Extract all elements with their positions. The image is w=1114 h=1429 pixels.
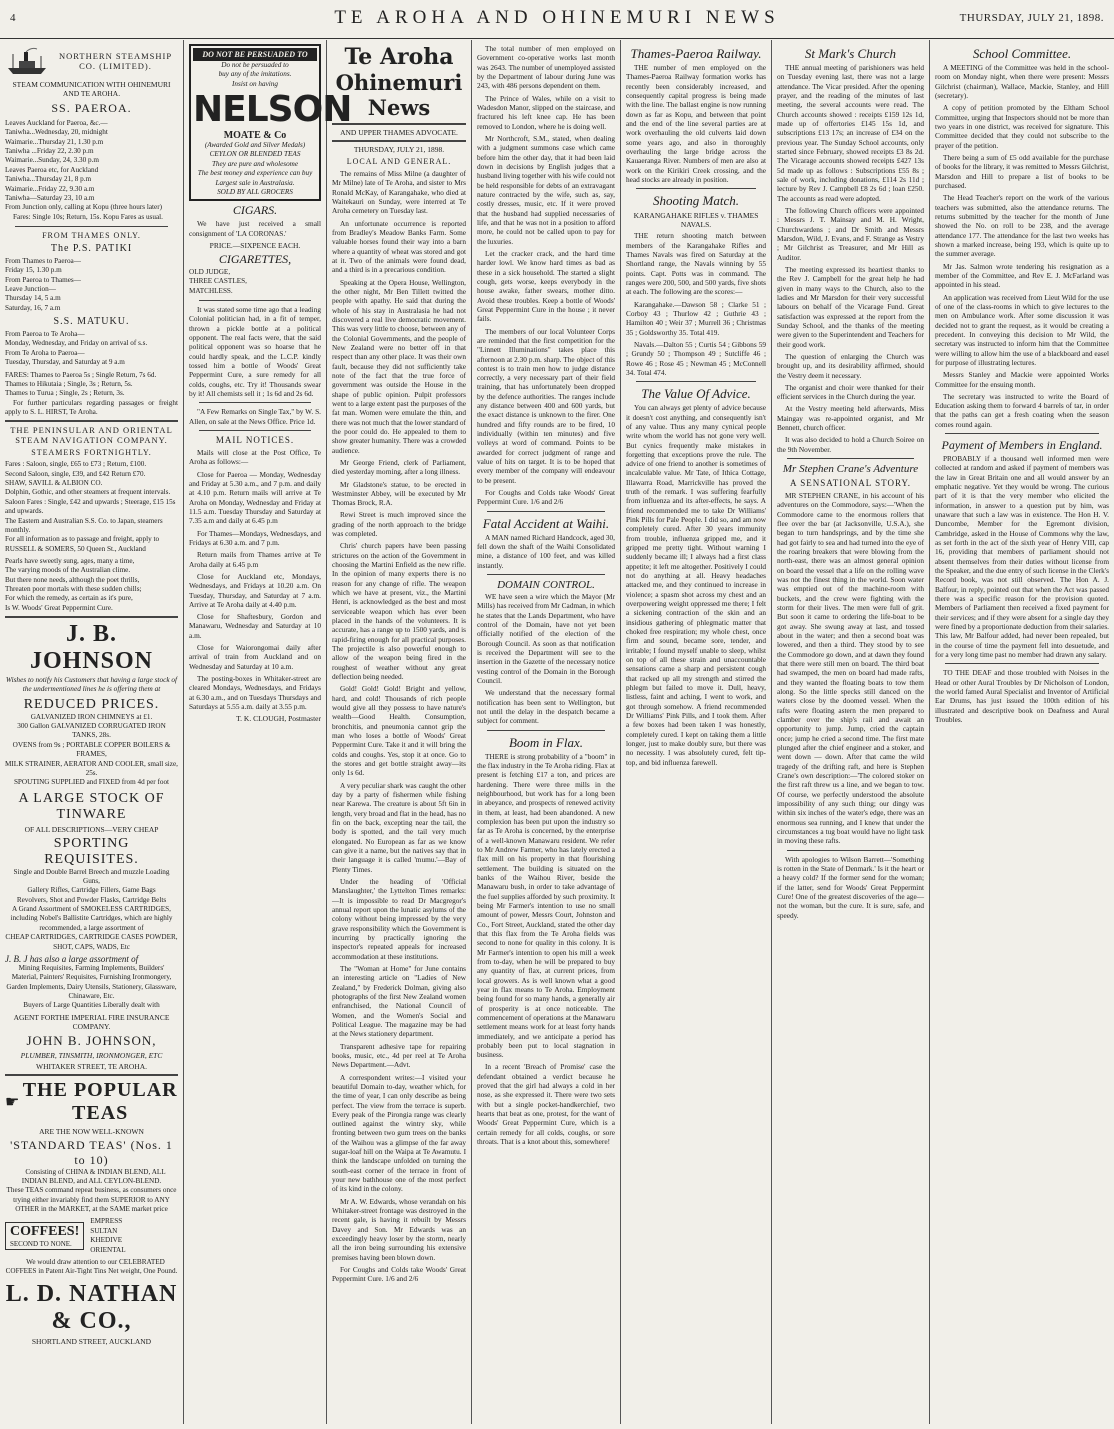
schedule-line: Waimarie...Thursday 21, 1.30 p.m [5,137,104,146]
nelson-top: DO NOT BE PERSUADED TO [193,48,317,61]
crane-text: MR STEPHEN CRANE, in his account of his adventures on the Commodore, says:—'When the Commodore came to the enormous rollers that flee over the bar (at Jacksonville, U.S.A.), she began to turn handsprings, and by the time she had got fairly to sea and had turned into the eye of the roaring breakers that were blowing from the north-east, there was an almost general opinion on board the vessel that a life on the rolling wave was not the finest thing in the world. Soon water was emptied out of the machine-room with buckets, and the crew were fighting with the storm for their lives. The men were full of grit. But soon it came to ordering the life-boat to be got away. She swung away at last, and tossed about in the water; and then a second boat was lowered, and then a third. They stood by to see the Commodore go down, and at dawn they found that there were still men on board. The third boat had swamped, the men on board had made rafts, and they wanted the floating boats to tow them along. So the little specks still danced on the waters close by the doomed vessel. When the rafts were floating astern the men prepared to clamber over the ship's rail and await an opportunity to jump. Jump, cried the captain once; jump he cried a second time. The first mate plunged after the chief engineer and a stoker, and went down — down. After that came the wild tragedy of the drifting raft, and here is Stephen Crane's own description:—'The colored stoker on the first raft threw us a line, and we began to tow. Of course, we perfectly understood the absolute impossibility of any such thing; our dingy was within six inches of the water's edge, there was an enormous sea running, and I knew that under the circumstances a tug boat would have no light task in moving these rafts. [777,491,924,846]
st-marks-heading: St Mark's Church [804,46,897,61]
also-list [5,964,178,1011]
po-heading: THE PENINSULAR AND ORIENTAL STEAM NAVIGATION COMPANY. [10,425,173,446]
crane-sub: A SENSATIONAL STORY. [789,478,912,489]
tinware-sub: OF ALL DESCRIPTIONS—VERY CHEAP [24,824,159,834]
schedule-line: Taniwha—Saturday 23, 10 a.m [5,193,95,202]
col6-footer: With apologies to Wilson Barrett—'Something is rotten in the State of Denmark.' Is it the heart or a heavy cold? If the former send for the woman; if the latter, send for Woods' Great Peppermint Cure! One of the greatest discoveries of the age—not the woman, but the cure. It is sure, safe, and speedy. [777,854,924,920]
shooting-text [626,231,766,377]
postmaster: T. K. CLOUGH, Postmaster [236,714,321,724]
nathan-name: L. D. NATHAN & CO., [5,1280,178,1334]
st-marks-paragraph: The meeting expressed its heartiest thanks to the Rev J. Campbell for the great help he had given in many ways to the Church, also to the ladies and Mr Marsdon for their very successful labours on behalf of the Vicarage Fund. Great satisfaction was expressed at the report from the Sunday School, and the thanks of the meeting were given to the Superintendent and Teachers for their good work. [777,264,924,349]
nelson-claim: CEYLON OR BLENDED TEAS [209,150,301,159]
nss-subtitle: STEAM COMMUNICATION WITH OHINEMURI AND TE AROHA. [12,80,171,98]
tea-consisting: Consisting of CHINA & INDIAN BLEND, ALL INDIAN BLEND, and ALL CEYLON-BLEND. [21,1167,166,1186]
mail-line: Close for Paeroa — Monday, Wednesday and Friday at 5.30 a.m., and 7 p.m. and daily at 4.10 p.m. Return mails will arrive at Te Aroha on Monday, Wednesday and Friday at 11.5 a.m. Tuesday Thursday and Saturday at 7.35 a.m and daily at 6.45 p.m [189,469,321,526]
sporting-line: CHEAP CARTRIDGES, CARTRIDGE CASES POWDER, SHOT, CAPS, WADS, Etc [5,933,178,951]
mail-line: For Thames—Mondays, Wednesdays, and Fridays at 6.30 a.m. and 7 p.m. [189,528,321,547]
also-line: Buyers of Large Quantities Liberally dealt with [23,1001,160,1010]
school-heading: School Committee. [972,46,1072,61]
school-text [935,63,1109,429]
galvanized-line: SPOUTING SUPPLIED and FIXED from 4d per foot [13,778,170,787]
school-paragraph: An application was received from Lieut Wild for the use of one of the class-rooms in which to give lectures to the men on Ambulance work. After some discussion it was decided not to grant the request, as it would be creating a precedent. In conveying this decision to Mr Wild, the secretary was instructed to inform him that the Committee were willing to allow him the use of a blackboard and easel for purpose of illustrating lectures. [935,292,1109,367]
steamship-icon [5,44,49,78]
poem-line: Threaten poor mortals with these sudden chills; [5,585,142,594]
johnson-street: WHITAKER STREET, TE AROHA. [36,1061,147,1071]
nelson-tea-ad [189,44,352,201]
col7-footer: TO THE DEAF and those troubled with Noises in the Head or other Aural Troubles by Dr Nicholson of London, the world famed Aural Specialist and Inventor of Artificial Ear Drums, has just issued the 100th edition of his illustrated and descriptive book on Deafness and Aural Troubles. [935,668,1109,724]
sporting-line: A Grand Assortment of SMOKELESS CARTRIDGES, including Nobel's Ballistite Cartridges, which are highly recommended, a large assortment of [10,905,173,932]
column-3 [327,40,471,1424]
news-paragraph: An unfortunate occurrence is reported from Bradley's Meadow Banks Farm. Some valuable horses found their way into a barn where a quantity of wheat was stored and got at it. Two of the animals were found dead, and a third is in a precarious condition. [332,218,466,275]
shooting-paragraph: THE return shooting match between members of the Karangahake Rifles and Thames Navals was fired on Saturday at the Shortland range, the Navals winning by 55 points. Capt. Potts was in command. The ranges were 200, 500, and 500 yards, five shots at each. The following are the scores:— [626,231,766,297]
domain-paragraph: We understand that the necessary formal notification has been sent to Wellington, but not until the delay in the despatch became a subject for comment. [477,688,615,726]
schedule-line: From Paeroa to Thames— [5,275,81,284]
galvanized-line: MILK STRAINER, AERATOR AND COOLER, small size, 25s. [5,759,178,777]
st-marks-text [777,63,924,454]
masthead [0,0,1114,39]
paeroa-fares: Fares: Single 10s; Return, 15s. Kopu Fares as usual. [13,212,163,221]
coffees-ad [5,1217,178,1254]
shooting-sub: KARANGAHAKE RIFLES v. THAMES NAVALS. [633,211,759,230]
paeroa-schedule [5,119,178,213]
peppermint-notice: It was stated some time ago that a leading Colonial politician had, in a fit of temper, thrown a pickle bottle at a political opponent. The real facts were, that the said political opponent was so hoarse that he could hardly speak, and the L.C.P. kindly tossed him a bottle of Woods' Great Peppermint Cure, a sure remedy for all colds, coughs, etc. Try it! Thousands swear by it! All chemists sell it ; 1s 6d and 2s 6d. [189,304,321,398]
schedule-line: Tuesday, Thursday, and Saturday at 9 a.m [5,358,125,367]
sporting-line: Single and Double Barrel Breech and muzzle Loading Guns, [13,867,170,885]
tinware-heading: A LARGE STOCK OF TINWARE [18,790,165,822]
school-paragraph: Mr Jas. Salmon wrote tendering his resignation as a member of the Committee, and Rev E. J. McFarland was appointed in his stead. [935,261,1109,290]
fares-list [5,371,178,399]
news-paragraph: Mr Northcroft, S.M., stated, when dealing with a judgment summons case which came before him the other day, that it had been laid down in decisions by English judges that a husband living together with his wife could not be held responsible for debts of an extravagant nature contracted by the wife, such as, say, costly dresses, music, etc. If it were proved that the husband had supplied necessaries of life, and that he was not in a position to afford more, he could not be called upon to pay for the luxuries. [477,133,616,246]
poem-line: Pearls have sweetly sung, ages, many a time, [5,556,135,565]
coffee-brand: SULTAN [90,1226,118,1235]
nelson-claim: SOLD BY ALL GROCERS [217,187,293,196]
schedule-line: From Te Aroha to Paeroa— [5,348,85,357]
johnson-notice: Wishes to notify his Customers that having a large stock of the undermentioned lines he is offering them at [5,675,178,694]
schedule-line: Monday, Wednesday, and Friday on arrival of s.s. [5,339,148,348]
poem-line: But there none needs, although the poet thrills, [5,575,140,584]
po-fortnightly: STEAMERS FORTNIGHTLY. [31,448,152,458]
po-details [5,460,178,554]
news-paragraph: Transparent adhesive tape for repairing books, music, etc., 4d per reel at Te Aroha News Department.—Advt. [332,1041,466,1070]
cigars-text: We have just received a small consignment of 'LA CORONAS.' [189,219,321,238]
st-marks-paragraph: At the Vestry meeting held afterwards, Miss Maingay was re-appointed organist, and Mr Bennett, church officer. [777,404,924,433]
local-general-heading: LOCAL AND GENERAL. [346,157,452,166]
news-paragraph: Speaking at the Opera House, Wellington, the other night, Mr Ben Tillett twitted the people with apathy. He said that during the whole of his stay in Australasia he had not discovered a real live democratic movement. This was very little to choose, between any of the Colonial Governments, and the people of New Zealand were no better off in that respect than any other place. It was their own fault, because they did not sufficiently take note of the fact that the true force of government was outside the House in the shape of public opinion. Pulpit professors went to a large extent past the purposes of the fat man. Women were emulate the thin, and there was not much that the lower standard of the poor could do. He appealed to them to show greater humanity. There was a crowded audience. [332,277,466,455]
news-paragraph: Under the heading of 'Official Manslaughter,' the Lyttelton Times remarks:—It is impossible to read Dr Macgregor's annual report upon the lunatic asylums of the colony without being impressed by the very grave responsibility which the Government is incurring by practically ignoring the inspector's repeated appeals for increased accommodation at these institutions. [332,876,466,961]
news-paragraph: Mr Gladstone's statue, to be erected in Westminster Abbey, will be executed by Mr Thomas Brock, R.A. [332,479,466,508]
schedule-line: Leaves Paeroa etc, for Auckland [5,165,99,174]
mail-notices [189,448,321,712]
coffees-heading: COFFEES! [10,1224,80,1240]
school-paragraph: A MEETING of the Committee was held in the school-room on Monday night, when there were present: Messrs Gilchrist (chairman), Wallace, Mackie, Stanley, and Hill (secretary). [935,63,1109,100]
tea-details [5,1186,178,1214]
column-4 [472,40,620,1424]
schedule-line: Taniwha...Wednesday, 20, midnight [5,128,108,137]
news-paragraphs [477,44,615,507]
cigarettes-heading: CIGARETTES, [218,251,292,266]
nelson-claim: (Awarded Gold and Silver Medals) [204,141,306,150]
mail-line: Close for Waiorongomai daily after arrival of train from Auckland and on Wednesday and Saturday at 10 a.m. [189,643,321,671]
poem-line: For which the remedy, as certain as it's pure, [5,594,133,603]
poem-line: The varying moods of the Australian clime. [5,566,131,575]
waihi-text: A MAN named Richard Handcock, aged 30, fell down the shaft of the Waihi Consolidated mine, a distance of 100 feet, and was killed instantly. [477,532,615,570]
mail-line: Mails will close at the Post Office, Te Aroha as follows:— [189,447,321,467]
domain-paragraph: WE have seen a wire which the Mayor (Mr Mills) has received from Mr Cadman, in which he states that the Lands Department, who have control of the Domain, have not yet been officially notified of the election of the Borough Council. As soon as that notification is received the Department will see to the insertion in the Gazette of the necessary notice vesting control of the Domain in the Borough Council. [477,592,615,686]
column-5 [621,40,771,1424]
schedule-line: Thursday 14, 5 a.m [5,294,61,303]
galvanized-list [5,713,178,788]
insurance-agent: AGENT FORTHE IMPERIAL FIRE INSURANCE COMPANY. [13,1012,170,1031]
school-paragraph: A copy of petition promoted by the Eltham School Committee, urging that Inspectors should not be more than two years in one district, was received for signature. This Committee decided that they could not subscribe to the prayer of the petition. [935,103,1109,150]
schedule-line: Leave Junction— [5,285,56,294]
sporting-line: Gallery Rifles, Cartridge Fillers, Game Bags [27,886,156,895]
po-line: RUSSELL & SOMERS, 50 Queen St., Auckland [5,544,146,553]
johnson-trades: PLUMBER, TINSMITH, IRONMONGER, ETC [20,1050,163,1060]
sporting-line: Revolvers, Shot and Powder Flasks, Cartridge Belts [16,895,167,904]
advice-heading: The Value Of Advice. [641,386,751,402]
coffee-brand: ORIENTAL [90,1245,126,1254]
matuku-schedule [5,330,178,367]
cigarette-brand: THREE CASTLES, [189,277,247,286]
column-2 [184,40,352,1424]
schedule-line: Taniwha ...Friday 22, 2.30 p.m [5,147,94,156]
issue-date: THURSDAY, JULY 21, 1898. [959,12,1104,24]
cigars-heading: CIGARS. [232,203,278,218]
po-line: Saloon Fares : Single, £42 and upwards ; Steerage, £15 15s and upwards. [5,497,176,516]
peppermint-poem [5,557,178,613]
payment-text: PROBABLY if a thousand well informed men were collected at random and asked if payment of members was the law in Great Britain one and all would answer by an emphatic negative. Yet they would be wrong. The curious part of it is that the very member who elicited the information, in answer to a question put by him, was unaware that such a law was in existence. The Hon H. V. Duncombe, Member for the Egremont division, Cambridge, asked in the House of Commons why the law, as set forth in the act of the sixth year of Henry VIII, cap 16, providing that members of parliament should not absent themselves from their duties without license from the Speaker, and the due entry of such license in the Clerk's Record book, was not still observed. The Hon A. J. Balfour, in reply, pointed out that when the Act was passed there was a specific reason for the provision quoted. Members of Parliament then received a fixed payment for their services; and if they were absent for a single day they were fined by a proportionate deduction from their salaries. This law, Mr Balfour added, had never been repealed, but in the course of time the payment fell into desuetude, and for a very long time past no member had drawn any salary. [935,454,1109,660]
newspaper-title: TE AROHA AND OHINEMURI NEWS [334,7,780,28]
tea-line: These TEAS command repeat business, as consumers once trying either invariably find them SUPERIOR to ANY OTHER in the MARKET, at the SAME market price [6,1186,177,1214]
crane-heading: Mr Stephen Crane's Adventure [782,463,919,476]
news-paragraph: The Prince of Wales, while on a visit to Wadesdon Manor, slipped on the staircase, and fractured his left knee cap. He has been removed to London, where he is doing well. [477,93,615,131]
news-paragraph: A correspondent writes:—I visited your beautiful Domain to-day, weather which, for the time of year, I can only describe as being perfect. The view from the terrace is superb. Every peak of the Pirongia range was clearly outlined against the wintry sky, while fronting between two gum trees on the banks of the Waihou was a glimpse of the far away sugar-loaf hill on the Waipa at Te Awamutu. I think the landscape unfolded on turning the south-east corner of the terrace in front of your new bathhouse one of the most perfect of its kind in the colony. [332,1072,466,1194]
news-paragraph: The remains of Miss Milne (a daughter of Mr Milne) late of Te Aroha, and sister to Mrs Ronald McKay, of Karangahake, who died at Waitekauri on Sunday, were interred at Te Aroha cemetery on Tuesday last. [332,169,466,216]
also-heading: J. B. J has also a large assortment of [5,953,139,964]
domain-text [477,592,615,726]
col3-footer: For Coughs and Colds take Woods' Great Peppermint Cure. 1/6 and 2/6 [332,1265,466,1284]
news-paragraph: Mr A. W. Edwards, whose verandah on his Whitaker-street frontage was destroyed in the recent gale, is having it rebuilt by Messrs Davey and Son. Mr Edwards was an exceedingly heavy loser by the storm, nearly all the iron being surrounding his extensive premises having been blown down. [332,1196,466,1262]
page-number: 4 [10,12,16,24]
schedule-line: Friday 15, 1.30 p.m [5,266,62,275]
paper-title-2: Ohinemuri News [335,70,463,120]
school-paragraph: Messrs Stanley and Mackie were appointed Works Committee for the ensuing month. [935,370,1109,389]
coffees-box [5,1222,84,1250]
st-marks-paragraph: THE annual meeting of parishioners was held on Tuesday evening last, there was not a large attendance. The Vicar presided. After the opening prayer, and the reading of the minutes of last meeting, the several accounts were read. The Church accounts showed : receipts £159 12s 1d, made up of offertories £145 15s 1d, and subscriptions £13 17s; an increase of £34 on the previous year. The Sunday School accounts, only started since February, showed receipts £3 8s 2d. The Vicarage accounts showed receipts £427 13s 5d made up as follows : Subscriptions £55 8s ; sale of work, including donations, £114 2s 11d ; lecture by Rev J. Campbell £8 2s 6d ; loan £250. The accounts as read were adopted. [777,63,924,203]
column-7 [930,40,1114,1424]
st-marks-paragraph: It was also decided to hold a Church Soiree on the 9th November. [777,435,924,454]
reduced-prices: REDUCED PRICES. [23,696,160,712]
news-paragraph: Chris' church papers have been passing strictures on the action of the Government in choosing the Martini Enfield as the new rifle. In the opinion of many experts there is no reason for any change of rifle. The weapon which we have at present, viz., the Martini Henri, is acknowledged as the best and most serviceable weapon which has ever been placed in the hands of the volunteers. It is accurate, has a range up to 1500 yards, and is rapid-firing enough for all practical purposes. The projectile is also powerful enough to allow of the weapon being fired in the roughest of weather without any great deflection being needed. [332,541,466,682]
poem-line: Is W. Woods' Great Peppermint Cure. [5,603,113,612]
galvanized-line: OVENS from 9s ; PORTABLE COPPER BOILERS & FRAMES, [12,740,171,759]
freight-notice: For further particulars regarding passages or freight apply to S. L. HIRST, Te Aroha. [5,398,178,416]
nss-brand: NORTHERN STEAMSHIP CO. (LIMITED). [58,51,173,71]
payment-heading: Payment of Members in England. [941,438,1103,453]
nelson-claims [193,141,317,197]
schedule-line: Saturday, 16, 7 a.m [5,303,61,312]
single-tax-notice: "A Few Remarks on Single Tax," by W. S. Allen, on sale at the News Office. Price 1d. [189,407,321,426]
also-line: Mining Requisites, Farming Implements, Builders' Material, Painters' Requisites, Furnishing Ironmongery, Garden Implements, Dairy Utensils, Stationery, Glassware, Chinaware, Etc. [6,963,177,1000]
railway-heading: Thames-Paeroa Railway. [630,46,762,61]
galvanized-line: 300 Gallon GALVANIZED CORRUGATED IRON TANKS, 28s. [17,722,166,740]
cigarette-brand: OLD JUDGE, [189,267,231,276]
coffees-second: SECOND TO NONE. [10,1240,72,1249]
mail-line: The posting-boxes in Whitaker-street are cleared Mondays, Wednesdays, and Fridays at 6.30 a.m., and on Tuesdays Thursdays and Saturdays at 5.55 a.m. daily at 3.55 p.m. [189,674,321,712]
news-paragraph: Let the cracker crack, and the hard time harder lowl. We know hard times as bad as these in a sick household. The started a slight cough, gets worse, keeps everybody in the house awake, father swears, mother ditto. Avoid these troubles. Keep a bottle of Woods' Great Peppermint Cure in the house ; it never fails. [477,248,615,324]
news-paragraph: The "Woman at Home" for June contains an interesting article on "Ladies of New Zealand," by Frederick Dolman, giving also photographs of the first New Zealand women enfranchised, the National Council of Women, and the Women's Social and Political League. The magazine may be had at the News stationery department. [332,963,466,1039]
po-line: The Eastern and Australian S.S. Co. to Japan, steamers monthly. [5,516,163,534]
johnson-name: J. B. JOHNSON [29,621,153,675]
shooting-paragraph: Karangahake.—Dawson 58 ; Clarke 51 ; Corboy 43 ; Thurlow 42 ; Guthrie 43 ; Hamilton 40 ; Weir 37 ; Murrell 36 ; Christmas 35 ; Goldsworthy 35. Total 419. [626,299,766,337]
nelson-brand: NELSON [193,89,352,131]
st-marks-paragraph: The organist and choir were thanked for their efficient services in the Church during the year. [777,382,924,402]
fare-line: Thames to Turua ; Single, 2s ; Return, 3s. [5,389,125,398]
advice-text: You can always get plenty of advice because it doesn't cost anything, and consequently isn't of any value. Thus any many cynical people write whom the world has not gone very well. But cynics frequently make mistakes in forgetting that exceptions prove the rule. The advice of one friend to another is sometimes of incalculable value. Mr Tate, of Ithica Cottage, Illawarra Road, Marrickville has proved the truth of the remark. I was suffering fearfully from influenza and its after-effects, he says. A friend recommended me to take Dr Williams' Pink Pills for Pale People. I did so, and am now completely cured. After 30 years immunity from trouble, influenza gripped me, and it gripped me pretty tight. Without warning I suddenly became ill; I always had a first class appetite; it left me altogether. Positively I could not do anything at all. Heavy headaches attacked me, and they continued to increase in violence; a spasm shot across my chest and an overpowering weight oppressed me there; I felt a sickening contraction of the skin and an insidious gathering of phlegmatic matter that choked free respiration; my whole chest, once firm and sound, became sore, tender, and irritable; I found myself unable to sleep, whilst on top of all these strain and unaccountable sensations came a sharp and persistent cough that racked up all my strength and stirred the phlegm but failed to move it. Dull, heavy, listless, faint and aching, I went to work, and got through somehow. A friend recommended Dr Williams' Pink Pills, and I took them. After a few boxes had been taken I was honestly, completely cured. I kept on taking them a little longer, just to make doubly sure, but there was no necessity. I was absolutely cured, felt tip-top, and bid influenza farewell. [626,403,766,767]
mail-line: Close for Auckland etc, Mondays, Wednesdays, and Fridays at 10.20 a.m. On Tuesday, Thursday, and Saturday at 7 a.m. Arrive at Te Aroha daily at 4.40 p.m. [189,571,321,609]
nelson-moate: MOATE & Co [223,130,287,142]
patiki-schedule [5,257,178,313]
schedule-line: From Junction only, calling at Kopu (three hours later) [5,203,163,212]
news-paragraph: The total number of men employed on Government co-operative works last month was 2643. The number of unemployed assisted by the Department of labour during June was 243, with 486 persons dependent on them. [477,44,615,91]
sporting-heading: SPORTING REQUISITES. [44,835,139,867]
column-advertisements [0,40,183,1424]
nelson-line: buy any of the imitations. [218,70,292,79]
school-paragraph: There being a sum of £5 odd available for the purchase of books for the library, it was remitted to Messrs Gilchrist, Marsdon and Hill to prepare a list of books to be purchased. [935,152,1109,190]
st-marks-paragraph: The following Church officers were appointed : Messrs J. T. Mainsay and M. H. Wright, Churchwardens ; and Dr Smith and Messrs Marsdon, Wild, J. Evans, and F. Strange as Vestry ; Mr Gilchrist as Treasurer, and Mr Hill as Auditor. [777,205,924,262]
schedule-line: Waimarie...Friday 22, 9.30 a.m [5,184,95,193]
standard-teas: 'STANDARD TEAS' (Nos. 1 to 10) [10,1137,173,1167]
coffee-brand: KHEDIVE [90,1236,123,1245]
flax-heading: Boom in Flax. [508,734,583,750]
shooting-paragraph: Navals.—Dalton 55 ; Curtis 54 ; Gibbons 59 ; Grundy 50 ; Thompson 49 ; Sutcliffe 46 ; Rowe 46 ; Rose 45 ; Newman 45 ; McConnell 34. Total 474. [626,339,766,377]
news-paragraph: The members of our local Volunteer Corps are reminded that the first competition for the "Linnett Illuminations" takes place this afternoon at 2.30 p.m. sharp. The object of this contest is to train men how to judge distance correctly, a very necessary part of their field training, that has unfortunately been dropped by the defence authorities. The ranges include any distance between 400 and 600 yards, but the exact distance is unknown to the firer. One hundred and fifty rounds are to be fired, 10 individually (within ten minutes) and five volleys at word of command. Points to be awarded for correct judgment of range and value of hits on target. It is to be hoped that every member of the company will endeavour to be present. [477,326,615,485]
coffee-note: We would draw attention to our CELEBRATED COFFEES in Patent Air-Tight Tins Net weight, One Pound. [5,1257,178,1276]
cigarette-brand: MATCHLESS. [189,286,233,295]
fare-line: Thames to Hikutaia ; Single, 3s ; Return, 5s. [5,379,133,388]
schedule-line: Leaves Auckland for Paeroa, &c.— [5,119,108,127]
paper-subtitle: AND UPPER THAMES ADVOCATE. [340,128,458,137]
paeroa-heading: SS. PAEROA. [51,101,132,115]
local-news [332,169,466,1262]
matuku-heading: S.S. MATUKU. [53,316,130,328]
thames-heading: FROM THAMES ONLY. [42,230,141,240]
po-line: SHAW, SAVILL & ALBION CO. [5,479,103,488]
shooting-heading: Shooting Match. [653,193,739,209]
galvanized-line: GALVANIZED IRON CHIMNEYS at £1. [30,712,153,721]
coffee-brand: EMPRESS [90,1217,123,1226]
st-marks-paragraph: The question of enlarging the Church was brought up, and its desirability affirmed, should the Vestry deem it necessary. [777,351,924,380]
mail-line: Return mails from Thames arrive at Te Aroha daily at 6.45 p.m [189,550,321,569]
mail-heading: MAIL NOTICES. [215,434,295,445]
schedule-line: Waimarie...Sunday, 24, 3.30 p.m [5,156,99,165]
teas-sub: ARE THE NOW WELL-KNOWN [39,1126,144,1136]
flax-text [477,752,615,1147]
school-paragraph: The Head Teacher's report on the work of the various teachers was submitted, also the attendance returns. The returns submitted by the teacher for the month of June showed the No. on roll to be 238, and the average attendance 177. The attendance for the last two weeks has shown a marked increase, being 193, which is quite up to the summer average. [935,193,1109,259]
schedule-line: Taniwha...Thursday 21, 8 p.m [5,175,92,184]
patiki-heading: The P.S. PATIKI [50,242,133,254]
po-line: Dolphin, Gothic, and other steamers at frequent intervals. [5,488,171,497]
news-paragraph: Rewi Street is much improved since the grading of the north approach to the bridge was completed. [332,510,466,539]
po-line: Fares : Saloon, single, £65 to £73 ; Return, £100. [5,460,147,469]
cigarette-brands [189,268,321,296]
flax-paragraph: THERE is strong probability of a "boom" in the flax industry in the Te Aroha riding. Flax at present is fetching £17 a ton, and prices are hardening. There were three mills in the neighbourhood, but work has for a long been in abeyance, and prospects of renewed activity in them, at least, had been abandoned. A new complexion has been put upon the industry so far as Te Aroha is concerned, by the enterprise of a well-known Manawaru resident. We refer to Mr Andrew Farmer, who has lately erected a flax mill on his property in that flourishing settlement. The building is situated on the banks of the Waihou River, beside the Manawaru bush, in order to take advantage of the fuel supplies afforded by such proximity. It being Mr Farmer's intention to use no small amount of power, Messrs Court, Johnston and Co., Fort Street, Auckland, stated the other day that this flax from the Te Aroha fields was second to none for quality in this colony. It is Mr Farmer's intention to open his mill a week from to-day, when he will be prepared to buy any quantity of flax, at current prices, from local growers. As is well known what a good year in flax means to Te Aroha. Employment being found for so many hands, a generally air of prosperity is at once noticeable. The commencement of operations at the Manawaru settlement means work for at least forty hands immediately, and we anticipate a period has probably been put to local stagnation in business. [477,751,615,1060]
column-6 [772,40,929,1424]
news-paragraph: Mr George Friend, clerk of Parliament, died yesterday morning, after a long illness. [332,457,466,477]
nelson-lines [193,61,317,89]
johnson-name-2: JOHN B. JOHNSON, [26,1032,157,1048]
teas-ad [5,1079,178,1125]
nelson-claim: The best money and experience can buy [197,169,313,178]
sporting-list [5,868,178,952]
school-paragraph: The secretary was instructed to write the Board of Education asking them to forward 4 barrels of tar, in order that the paths can get a fresh coating when the season comes round again. [935,391,1109,429]
coffee-brands [90,1217,125,1254]
pointing-hand-icon: ☛ [5,1093,20,1111]
waihi-heading: Fatal Accident at Waihi. [482,515,610,531]
flax-paragraph: In a recent 'Breach of Promise' case the defendant obtained a verdict because he proved that the girl had always a cold in her nose, as she expressed it. There were two sets with but a single pocket-handkerchief, two hearts that beat as one, protest, for the want of Woods' Great Peppermint Cure, which is a certain remedy for all colds, coughs, or sore throats. That is a knot about this, somewhere! [477,1062,615,1147]
railway-text: THE number of men employed on the Thames-Paeroa Railway formation works has recently been considerably increased, and consequently capital progress is being made with the line. The ballast engine is now running down as far as Kopu, and between that point and the end of the line several parties are at work overhauling the old culverts laid down some years ago, and also in thoroughly overhauling the large bridge across the Kauaeranga River. Numbers of men are also at work on the Kirikiri Creek crossing, and the head stocks are already in position. [626,63,766,184]
steamship-ad [5,44,178,78]
nathan-street: SHORTLAND STREET, AUCKLAND [31,1336,152,1346]
po-line: Second Saloon, single, £39, and £42 Return £70. [5,469,146,478]
schedule-line: From Thames to Paeroa— [5,256,81,265]
nelson-claim: They are pure and wholesome [211,159,299,168]
cigars-price: PRICE.—SIXPENCE EACH. [209,240,301,250]
news-paragraph: Gold! Gold! Gold! Bright and yellow, hard, and cold! Thousands of rich people would give all they possess to have nature's wealth—Good Health. Consumption, bronchitis, and pneumonia cannot grip the man who loses a bottle of Woods' Great Peppermint Cure. Take it and it will bring the colds and coughs. Yes, stop it at once. Go to the stores and get bottle straight away—its only 1s 6d. [332,684,466,778]
paper-date: THURSDAY, JULY 21, 1898. [353,145,445,154]
nelson-line: Do not be persuaded to [221,61,289,69]
domain-heading: DOMAIN CONTROL. [497,579,595,592]
paper-title-1: Te Aroha [344,44,454,70]
teas-heading: THE POPULAR TEAS [22,1078,178,1124]
nelson-claim: Largest sale in Australasia. [215,178,295,187]
schedule-line: From Paeroa to Te Aroha— [5,330,85,339]
mail-line: Close for Shaftesbury, Gordon and Manawaru, Wednesday and Saturday at 10 a.m. [189,612,321,640]
news-paragraph: For Coughs and Colds take Woods' Great Peppermint Cure. 1/6 and 2/6 [477,488,615,507]
fare-line: FARES: Thames to Paeroa 5s ; Single Return, 7s 6d. [5,370,157,379]
nelson-line: Insist on having [232,79,278,88]
news-paragraph: A very peculiar shark was caught the other day by a party of fishermen while fishing near Karewa. The creature is about 5ft 6in in length, very broad and flat in the head, has no fin on the back, excepting near the tail, the body is spotted, and the tail very much elongated. No European as far as we know can give it a name, but the natives say that in their language it is called 'mumu.'—Bay of Plenty Times. [332,780,466,874]
po-line: For all information as to passage and freight, apply to [5,535,160,544]
